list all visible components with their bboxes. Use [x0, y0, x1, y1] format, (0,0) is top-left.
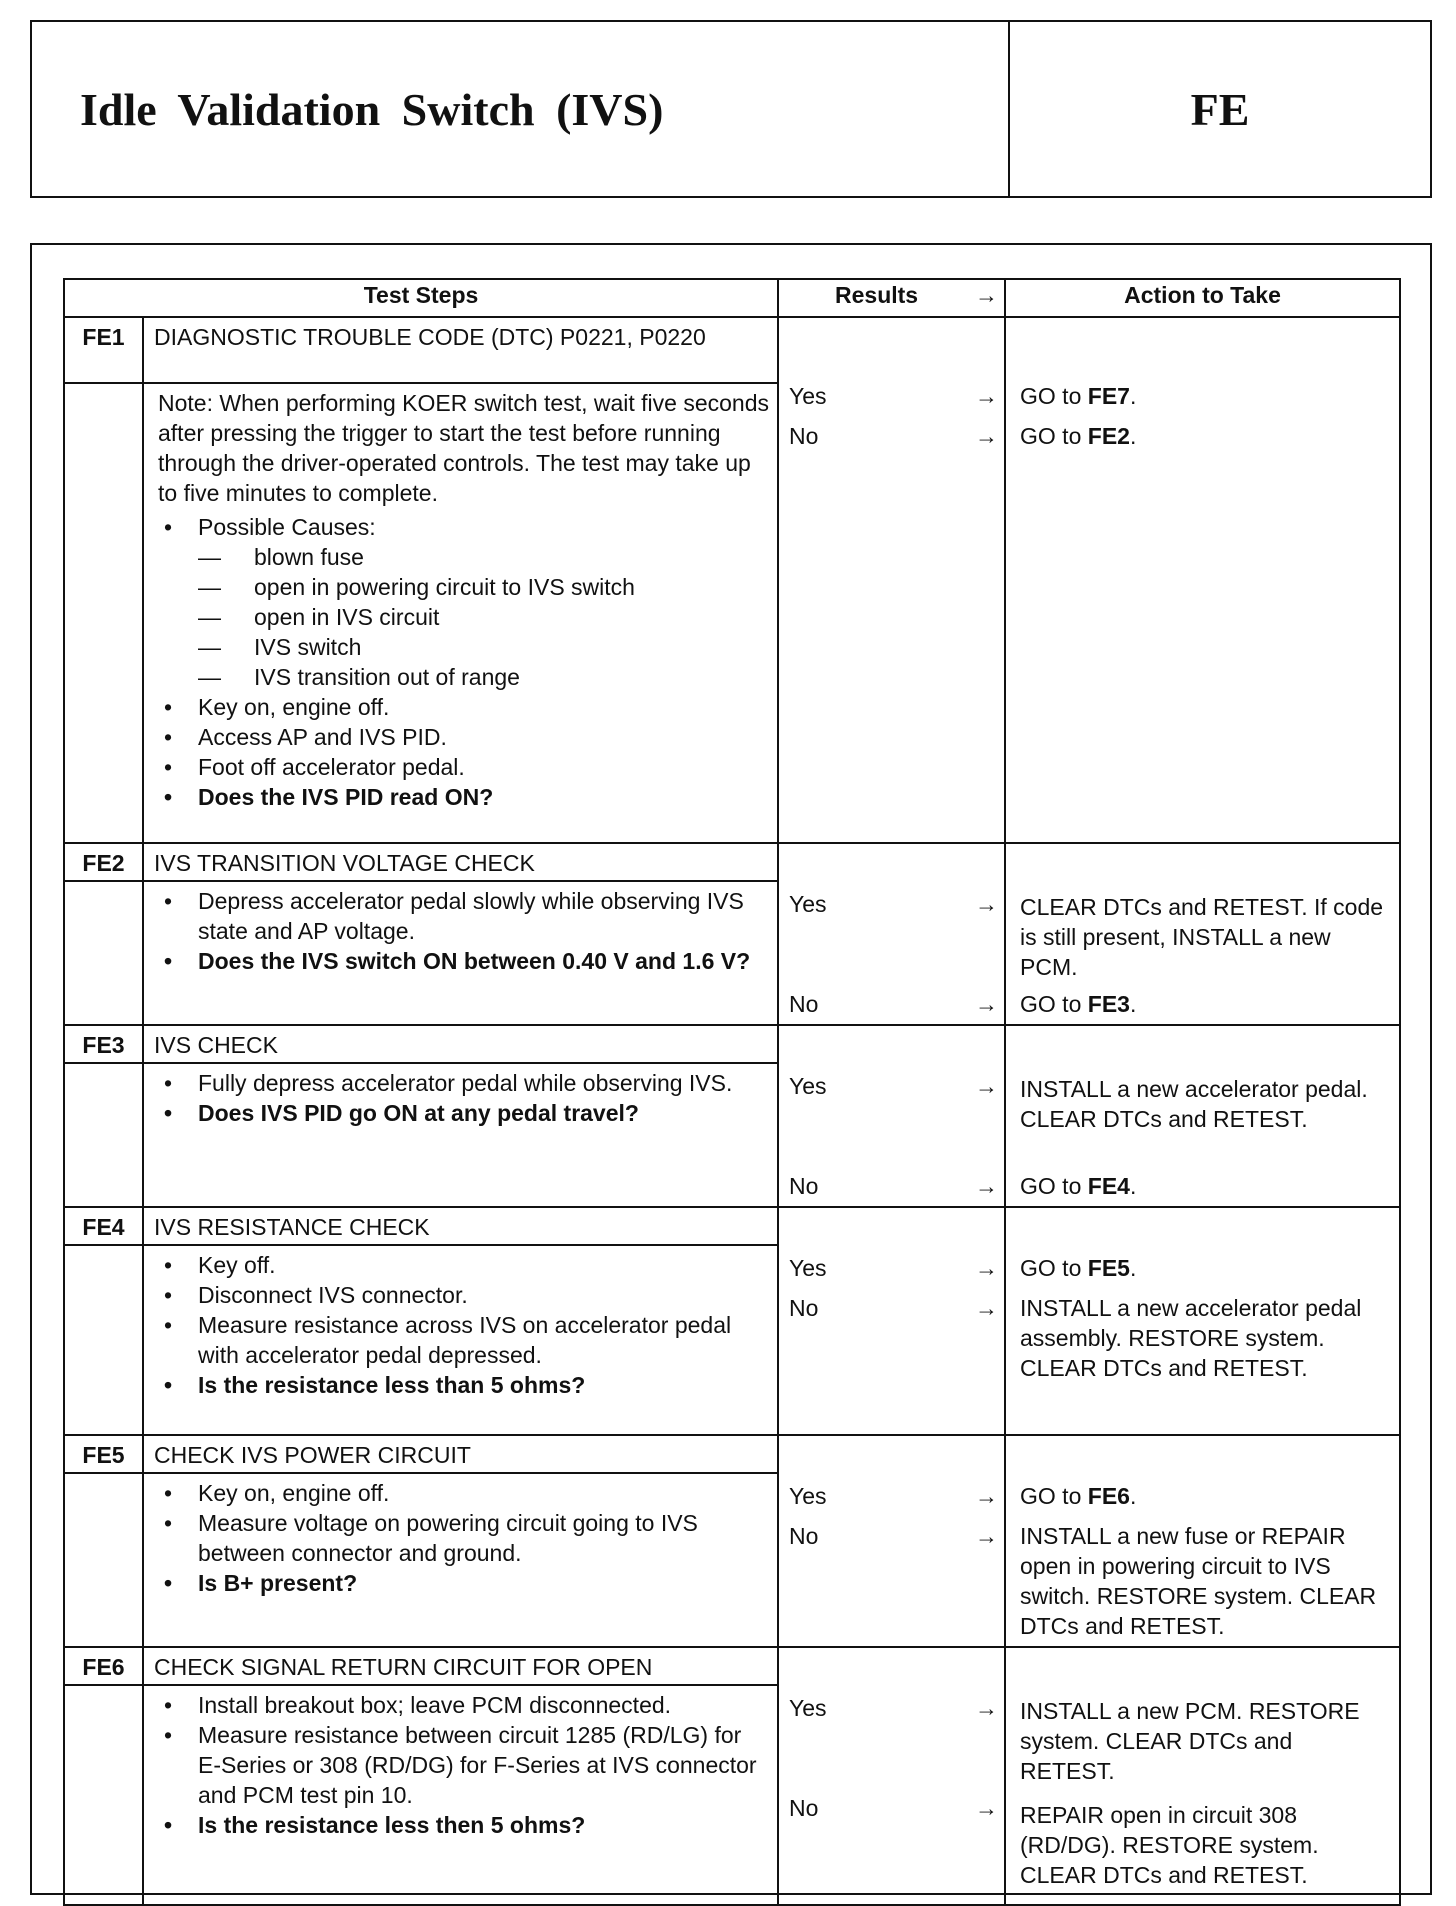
list-item: • Possible Causes: — blown fuse — open in powering circuit to IVS switch — open in IVS circuit — IVS switch — IVS transition out of range [158, 512, 769, 692]
step-question: • Does IVS PID go ON at any pedal travel? [158, 1098, 769, 1128]
step-id: FE1 [64, 317, 143, 383]
step-title: IVS RESISTANCE CHECK [143, 1207, 778, 1245]
step-id: FE4 [64, 1207, 143, 1245]
arrow-icon: → [975, 282, 999, 308]
diagnostic-table [63, 278, 1401, 1906]
action-yes: GO to FE6 . [1020, 1483, 1137, 1509]
results-cell [778, 1647, 1005, 1905]
step-body [143, 1245, 778, 1435]
result-yes: Yes [789, 1255, 827, 1281]
step-title-row [64, 317, 1400, 383]
cause-item: — open in powering circuit to IVS switch [198, 572, 769, 602]
step-title: IVS TRANSITION VOLTAGE CHECK [143, 843, 778, 881]
arrow-icon: → [975, 1073, 999, 1099]
result-no: No [789, 1523, 819, 1549]
step-ref: FE3 [1087, 991, 1130, 1017]
step-title: CHECK IVS POWER CIRCUIT [143, 1435, 778, 1473]
arrow-icon: → [975, 1295, 999, 1321]
action-cell [1005, 317, 1400, 843]
arrow-icon: → [975, 423, 999, 449]
arrow-icon: → [975, 1695, 999, 1721]
list-item: • Access AP and IVS PID. [158, 722, 769, 752]
list-item: • Measure resistance across IVS on accelerator pedal with accelerator pedal depressed. [158, 1310, 769, 1370]
step-ref: FE7 [1087, 383, 1130, 409]
list-item: • Key off. [158, 1250, 769, 1280]
action-cell [1005, 1435, 1400, 1647]
list-item: • Measure resistance between circuit 1285 (RD/LG) for E-Series or 308 (RD/DG) for F-Series at IVS connector and PCM test pin 10. [158, 1720, 769, 1810]
step-id: FE5 [64, 1435, 143, 1473]
step-title: CHECK SIGNAL RETURN CIRCUIT FOR OPEN [143, 1647, 778, 1685]
step-title-row [64, 1647, 1400, 1685]
step-title-row [64, 1025, 1400, 1063]
arrow-icon: → [975, 1173, 999, 1199]
arrow-icon: → [975, 1523, 999, 1549]
results-label: Results [835, 282, 919, 308]
table-header-row [64, 279, 1400, 317]
list-item: • Disconnect IVS connector. [158, 1280, 769, 1310]
action-yes: INSTALL a new accelerator pedal. CLEAR DTCs and RETEST. [1020, 1076, 1368, 1132]
list-item: • Key on, engine off. [158, 1478, 769, 1508]
step-title-row [64, 1207, 1400, 1245]
list-item: • Key on, engine off. [158, 692, 769, 722]
results-cell [778, 1435, 1005, 1647]
step-ref: FE2 [1087, 423, 1130, 449]
cause-item: — IVS transition out of range [198, 662, 769, 692]
arrow-icon: → [975, 1795, 999, 1821]
action-no: GO to FE4 . [1020, 1173, 1137, 1199]
step-title: IVS CHECK [143, 1025, 778, 1063]
step-question: • Does the IVS PID read ON? [158, 782, 769, 812]
arrow-icon: → [975, 891, 999, 917]
step-body [143, 1685, 778, 1905]
step-body [143, 881, 778, 1025]
results-cell [778, 1207, 1005, 1435]
step-ref: FE6 [1087, 1483, 1130, 1509]
action-no: INSTALL a new fuse or REPAIR open in powering circuit to IVS switch. RESTORE system. CLEAR DTCs and RETEST. [1020, 1523, 1377, 1639]
result-no: No [789, 991, 819, 1017]
action-yes: GO to FE7 . [1020, 383, 1137, 409]
step-ref: FE4 [1087, 1173, 1130, 1199]
page-header [30, 20, 1432, 198]
step-id: FE2 [64, 843, 143, 881]
result-no: No [789, 423, 819, 449]
col-header-results [778, 279, 1005, 317]
list-item: • Measure voltage on powering circuit going to IVS between connector and ground. [158, 1508, 769, 1568]
cause-item: — IVS switch [198, 632, 769, 662]
result-yes: Yes [789, 383, 827, 409]
step-body [143, 383, 778, 843]
list-item: • Install breakout box; leave PCM disconnected. [158, 1690, 769, 1720]
step-body [143, 1473, 778, 1647]
action-yes: CLEAR DTCs and RETEST. If code is still present, INSTALL a new PCM. [1020, 894, 1384, 980]
results-cell [778, 1025, 1005, 1207]
step-id: FE3 [64, 1025, 143, 1063]
step-question: • Is the resistance less than 5 ohms? [158, 1370, 769, 1400]
step-title-row [64, 843, 1400, 881]
result-no: No [789, 1795, 819, 1821]
result-yes: Yes [789, 891, 827, 917]
result-no: No [789, 1173, 819, 1199]
action-cell [1005, 1207, 1400, 1435]
arrow-icon: → [975, 991, 999, 1017]
col-header-test-steps: Test Steps [64, 279, 778, 317]
results-cell [778, 317, 1005, 843]
action-yes: GO to FE5 . [1020, 1255, 1137, 1281]
action-no: INSTALL a new accelerator pedal assembly. RESTORE system. CLEAR DTCs and RETEST. [1020, 1295, 1362, 1381]
action-cell [1005, 1025, 1400, 1207]
list-item: • Foot off accelerator pedal. [158, 752, 769, 782]
page-title: Idle Validation Switch (IVS) [32, 22, 1010, 196]
action-no: GO to FE2 . [1020, 423, 1137, 449]
step-title: DIAGNOSTIC TROUBLE CODE (DTC) P0221, P0220 [143, 317, 778, 383]
action-yes: INSTALL a new PCM. RESTORE system. CLEAR DTCs and RETEST. [1020, 1698, 1360, 1784]
action-no: GO to FE3 . [1020, 991, 1137, 1017]
section-code: FE [1190, 83, 1250, 135]
list-item: • Fully depress accelerator pedal while observing IVS. [158, 1068, 769, 1098]
step-ref: FE5 [1087, 1255, 1130, 1281]
result-yes: Yes [789, 1073, 827, 1099]
step-note: Note: When performing KOER switch test, wait five seconds after pressing the trigger to start the test before running through the driver-operated controls. The test may take up to five minutes to complete. [158, 390, 770, 506]
cause-item: — blown fuse [198, 542, 769, 572]
cause-item: — open in IVS circuit [198, 602, 769, 632]
arrow-icon: → [975, 1255, 999, 1281]
action-cell [1005, 1647, 1400, 1905]
step-question: • Is the resistance less then 5 ohms? [158, 1810, 769, 1840]
results-cell [778, 843, 1005, 1025]
result-yes: Yes [789, 1695, 827, 1721]
result-no: No [789, 1295, 819, 1321]
result-yes: Yes [789, 1483, 827, 1509]
step-question: • Is B+ present? [158, 1568, 769, 1598]
step-id: FE6 [64, 1647, 143, 1685]
arrow-icon: → [975, 1483, 999, 1509]
arrow-icon: → [975, 383, 999, 409]
action-cell [1005, 843, 1400, 1025]
action-no: REPAIR open in circuit 308 (RD/DG). RESTORE system. CLEAR DTCs and RETEST. [1020, 1802, 1319, 1888]
col-header-action: Action to Take [1005, 279, 1400, 317]
list-item: • Depress accelerator pedal slowly while observing IVS state and AP voltage. [158, 886, 769, 946]
step-title-row [64, 1435, 1400, 1473]
step-question: • Does the IVS switch ON between 0.40 V and 1.6 V? [158, 946, 769, 976]
step-body [143, 1063, 778, 1207]
